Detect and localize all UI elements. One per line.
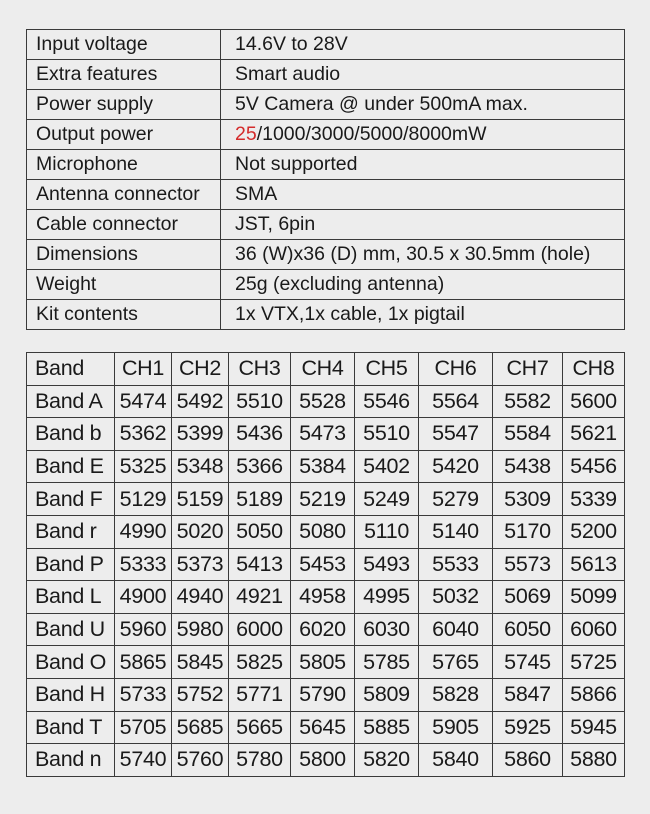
frequency-cell: 5584 — [493, 418, 563, 451]
frequency-cell: 5219 — [291, 483, 355, 516]
frequency-cell: 5099 — [563, 581, 625, 614]
frequency-cell: 5645 — [291, 711, 355, 744]
frequency-cell: 5828 — [419, 678, 493, 711]
channel-column-header: CH3 — [229, 353, 291, 386]
frequency-cell: 5564 — [419, 385, 493, 418]
frequency-cell: 5573 — [493, 548, 563, 581]
channel-column-header: CH5 — [355, 353, 419, 386]
frequency-cell: 5805 — [291, 646, 355, 679]
frequency-cell: 5420 — [419, 450, 493, 483]
frequency-cell: 5582 — [493, 385, 563, 418]
frequency-cell: 5865 — [115, 646, 172, 679]
frequency-cell: 5866 — [563, 678, 625, 711]
band-label: Band r — [27, 515, 115, 548]
frequency-cell: 5785 — [355, 646, 419, 679]
frequency-cell: 5685 — [172, 711, 229, 744]
band-row — [27, 483, 625, 516]
frequency-cell: 5249 — [355, 483, 419, 516]
channel-column-header: CH7 — [493, 353, 563, 386]
frequency-cell: 5820 — [355, 744, 419, 777]
spec-label: Output power — [27, 120, 221, 150]
frequency-cell: 5436 — [229, 418, 291, 451]
frequency-cell: 5740 — [115, 744, 172, 777]
frequency-cell: 4921 — [229, 581, 291, 614]
frequency-cell: 5069 — [493, 581, 563, 614]
band-label: Band O — [27, 646, 115, 679]
frequency-cell: 5925 — [493, 711, 563, 744]
spec-label: Weight — [27, 270, 221, 300]
spec-value: 1x VTX,1x cable, 1x pigtail — [221, 300, 625, 330]
frequency-cell: 5771 — [229, 678, 291, 711]
band-header-row — [27, 353, 625, 386]
frequency-cell: 6050 — [493, 613, 563, 646]
spec-row — [27, 120, 625, 150]
frequency-cell: 5752 — [172, 678, 229, 711]
band-row — [27, 581, 625, 614]
frequency-cell: 5745 — [493, 646, 563, 679]
frequency-cell: 6030 — [355, 613, 419, 646]
band-row — [27, 450, 625, 483]
frequency-cell: 5980 — [172, 613, 229, 646]
spec-row — [27, 300, 625, 330]
frequency-cell: 5825 — [229, 646, 291, 679]
band-label: Band P — [27, 548, 115, 581]
band-row — [27, 548, 625, 581]
frequency-cell: 5333 — [115, 548, 172, 581]
spec-value: 25g (excluding antenna) — [221, 270, 625, 300]
spec-label: Antenna connector — [27, 180, 221, 210]
band-label: Band F — [27, 483, 115, 516]
frequency-cell: 5325 — [115, 450, 172, 483]
band-row — [27, 711, 625, 744]
frequency-cell: 5885 — [355, 711, 419, 744]
frequency-cell: 5362 — [115, 418, 172, 451]
frequency-cell: 5366 — [229, 450, 291, 483]
spec-value: SMA — [221, 180, 625, 210]
band-label: Band T — [27, 711, 115, 744]
frequency-cell: 5800 — [291, 744, 355, 777]
spec-row — [27, 240, 625, 270]
frequency-cell: 5600 — [563, 385, 625, 418]
frequency-cell: 5880 — [563, 744, 625, 777]
frequency-cell: 5905 — [419, 711, 493, 744]
spec-value: JST, 6pin — [221, 210, 625, 240]
band-row — [27, 744, 625, 777]
frequency-cell: 5170 — [493, 515, 563, 548]
frequency-cell: 5140 — [419, 515, 493, 548]
frequency-cell: 5348 — [172, 450, 229, 483]
frequency-cell: 5845 — [172, 646, 229, 679]
spec-row — [27, 90, 625, 120]
spec-value: 36 (W)x36 (D) mm, 30.5 x 30.5mm (hole) — [221, 240, 625, 270]
frequency-cell: 6020 — [291, 613, 355, 646]
spec-value: Smart audio — [221, 60, 625, 90]
frequency-cell: 5020 — [172, 515, 229, 548]
frequency-cell: 5456 — [563, 450, 625, 483]
spec-row — [27, 30, 625, 60]
spec-table — [26, 29, 625, 330]
frequency-cell: 5546 — [355, 385, 419, 418]
band-column-header: Band — [27, 353, 115, 386]
frequency-cell: 4995 — [355, 581, 419, 614]
frequency-cell: 5279 — [419, 483, 493, 516]
frequency-cell: 5733 — [115, 678, 172, 711]
frequency-cell: 5473 — [291, 418, 355, 451]
frequency-cell: 5847 — [493, 678, 563, 711]
spec-value: Not supported — [221, 150, 625, 180]
band-label: Band H — [27, 678, 115, 711]
frequency-cell: 5665 — [229, 711, 291, 744]
band-channel-table — [26, 352, 625, 777]
channel-column-header: CH4 — [291, 353, 355, 386]
frequency-cell: 6040 — [419, 613, 493, 646]
spec-value: 5V Camera @ under 500mA max. — [221, 90, 625, 120]
frequency-cell: 5159 — [172, 483, 229, 516]
spec-label: Kit contents — [27, 300, 221, 330]
band-row — [27, 646, 625, 679]
channel-column-header: CH8 — [563, 353, 625, 386]
frequency-cell: 4940 — [172, 581, 229, 614]
frequency-cell: 5621 — [563, 418, 625, 451]
frequency-cell: 5765 — [419, 646, 493, 679]
channel-column-header: CH6 — [419, 353, 493, 386]
spec-value: 14.6V to 28V — [221, 30, 625, 60]
frequency-cell: 5492 — [172, 385, 229, 418]
frequency-cell: 5032 — [419, 581, 493, 614]
band-label: Band L — [27, 581, 115, 614]
frequency-cell: 5705 — [115, 711, 172, 744]
frequency-cell: 5200 — [563, 515, 625, 548]
frequency-cell: 5373 — [172, 548, 229, 581]
channel-column-header: CH1 — [115, 353, 172, 386]
frequency-cell: 5725 — [563, 646, 625, 679]
spec-label: Dimensions — [27, 240, 221, 270]
band-label: Band E — [27, 450, 115, 483]
band-row — [27, 418, 625, 451]
frequency-cell: 5960 — [115, 613, 172, 646]
highlighted-power-value: 25 — [235, 123, 257, 145]
frequency-cell: 5547 — [419, 418, 493, 451]
spec-value — [221, 120, 625, 150]
frequency-cell: 5050 — [229, 515, 291, 548]
spec-row — [27, 150, 625, 180]
frequency-cell: 5080 — [291, 515, 355, 548]
spec-row — [27, 60, 625, 90]
spec-row — [27, 210, 625, 240]
frequency-cell: 5613 — [563, 548, 625, 581]
frequency-cell: 5780 — [229, 744, 291, 777]
band-row — [27, 385, 625, 418]
channel-column-header: CH2 — [172, 353, 229, 386]
band-label: Band U — [27, 613, 115, 646]
frequency-cell: 5413 — [229, 548, 291, 581]
frequency-cell: 5399 — [172, 418, 229, 451]
frequency-cell: 5438 — [493, 450, 563, 483]
band-row — [27, 678, 625, 711]
frequency-cell: 6060 — [563, 613, 625, 646]
frequency-cell: 5809 — [355, 678, 419, 711]
spec-label: Extra features — [27, 60, 221, 90]
frequency-cell: 5860 — [493, 744, 563, 777]
band-row — [27, 515, 625, 548]
power-levels-text: /1000/3000/5000/8000mW — [256, 123, 487, 145]
frequency-cell: 5760 — [172, 744, 229, 777]
frequency-cell: 5528 — [291, 385, 355, 418]
spec-label: Input voltage — [27, 30, 221, 60]
spec-label: Power supply — [27, 90, 221, 120]
frequency-cell: 5110 — [355, 515, 419, 548]
frequency-cell: 4958 — [291, 581, 355, 614]
spec-label: Microphone — [27, 150, 221, 180]
frequency-cell: 5945 — [563, 711, 625, 744]
frequency-cell: 5402 — [355, 450, 419, 483]
spec-label: Cable connector — [27, 210, 221, 240]
band-label: Band b — [27, 418, 115, 451]
frequency-cell: 4900 — [115, 581, 172, 614]
frequency-cell: 5533 — [419, 548, 493, 581]
frequency-cell: 5474 — [115, 385, 172, 418]
frequency-cell: 5510 — [229, 385, 291, 418]
band-label: Band n — [27, 744, 115, 777]
spec-row — [27, 180, 625, 210]
spec-row — [27, 270, 625, 300]
frequency-cell: 5309 — [493, 483, 563, 516]
frequency-cell: 5453 — [291, 548, 355, 581]
frequency-cell: 5493 — [355, 548, 419, 581]
frequency-cell: 6000 — [229, 613, 291, 646]
frequency-cell: 4990 — [115, 515, 172, 548]
band-row — [27, 613, 625, 646]
frequency-cell: 5189 — [229, 483, 291, 516]
frequency-cell: 5384 — [291, 450, 355, 483]
frequency-cell: 5510 — [355, 418, 419, 451]
frequency-cell: 5129 — [115, 483, 172, 516]
frequency-cell: 5840 — [419, 744, 493, 777]
band-label: Band A — [27, 385, 115, 418]
frequency-cell: 5339 — [563, 483, 625, 516]
frequency-cell: 5790 — [291, 678, 355, 711]
